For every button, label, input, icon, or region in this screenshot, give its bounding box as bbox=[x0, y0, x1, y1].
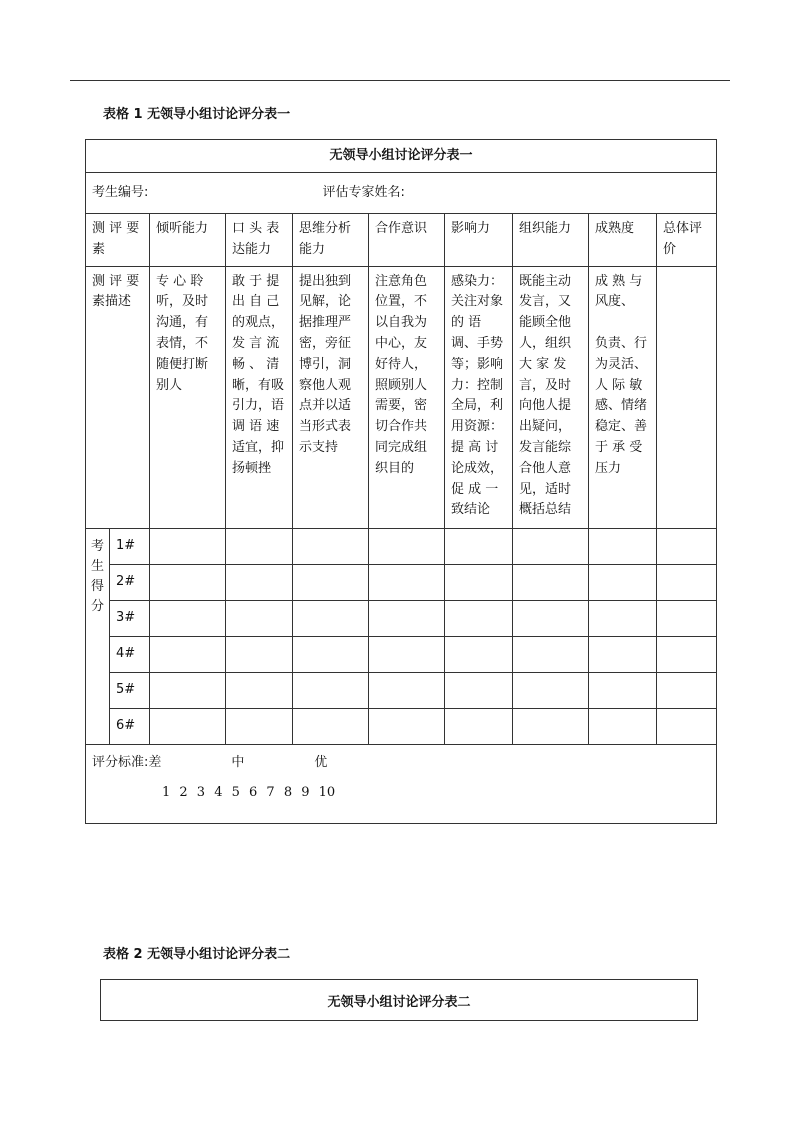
score-input-cell[interactable] bbox=[657, 528, 717, 564]
table1-caption: 表格 1 无领导小组讨论评分表一 bbox=[103, 107, 291, 122]
expert-name-label: 评估专家姓名: bbox=[322, 184, 405, 200]
score-input-cell[interactable] bbox=[369, 528, 445, 564]
examinee-id-cell: 4# bbox=[110, 636, 150, 672]
score-input-cell[interactable] bbox=[589, 528, 657, 564]
score-input-cell[interactable] bbox=[150, 600, 226, 636]
header-cell-criteria: 测 评 要素 bbox=[86, 214, 150, 267]
table2-caption: 表格 2 无领导小组讨论评分表二 bbox=[103, 947, 291, 962]
description-cell: 敢 于 提出 自 己的观点，发 言 流畅 、 清晰，有吸引力，语调 语 速适宜，抑扬顿挫 bbox=[226, 266, 293, 528]
score-input-cell[interactable] bbox=[445, 564, 513, 600]
score-label-char: 得 bbox=[90, 578, 104, 594]
scoring-standard-cell bbox=[86, 744, 717, 823]
score-input-cell[interactable] bbox=[589, 600, 657, 636]
score-input-cell[interactable] bbox=[293, 672, 369, 708]
header-cell: 倾听能力 bbox=[150, 214, 226, 267]
score-input-cell[interactable] bbox=[226, 564, 293, 600]
score-label-char: 生 bbox=[90, 558, 104, 574]
score-input-cell[interactable] bbox=[657, 600, 717, 636]
score-input-cell[interactable] bbox=[445, 672, 513, 708]
score-input-cell[interactable] bbox=[445, 708, 513, 744]
score-input-cell[interactable] bbox=[150, 528, 226, 564]
examinee-number-label: 考生编号: bbox=[92, 184, 149, 200]
score-input-cell[interactable] bbox=[226, 708, 293, 744]
score-input-cell[interactable] bbox=[226, 672, 293, 708]
description-cell: 成 熟 与风度、 负责、行为灵活、人 际 敏感、情绪稳定、善于 承 受压力 bbox=[589, 266, 657, 528]
score-input-cell[interactable] bbox=[369, 600, 445, 636]
desc-cell-criteria: 测 评 要素描述 bbox=[86, 266, 150, 528]
score-input-cell[interactable] bbox=[589, 708, 657, 744]
header-cell: 组织能力 bbox=[513, 214, 589, 267]
examinee-info-row bbox=[86, 173, 717, 214]
standard-label: 评分标准: bbox=[92, 754, 149, 770]
description-cell: 提出独到见解，论据推理严密，旁征博引，洞察他人观点并以适当形式表示支持 bbox=[293, 266, 369, 528]
score-input-cell[interactable] bbox=[226, 528, 293, 564]
score-input-cell[interactable] bbox=[445, 600, 513, 636]
header-cell: 总体评价 bbox=[657, 214, 717, 267]
score-input-cell[interactable] bbox=[150, 708, 226, 744]
score-input-cell[interactable] bbox=[445, 636, 513, 672]
examinee-id-cell: 5# bbox=[110, 672, 150, 708]
score-input-cell[interactable] bbox=[657, 672, 717, 708]
header-cell: 合作意识 bbox=[369, 214, 445, 267]
score-input-cell[interactable] bbox=[293, 564, 369, 600]
standard-poor: 差 bbox=[148, 754, 162, 770]
standard-scale: 1 2 3 4 5 6 7 8 9 10 bbox=[162, 785, 336, 801]
score-input-cell[interactable] bbox=[226, 636, 293, 672]
score-input-cell[interactable] bbox=[369, 672, 445, 708]
score-input-cell[interactable] bbox=[293, 528, 369, 564]
header-cell: 成熟度 bbox=[589, 214, 657, 267]
score-input-cell[interactable] bbox=[293, 636, 369, 672]
score-input-cell[interactable] bbox=[369, 708, 445, 744]
description-cell: 感染力：关注对象 的 语调、手势等；影响力：控制全局，利用资源：提 高 讨论成效，促 成 一致结论 bbox=[445, 266, 513, 528]
description-cell: 既能主动发言，又能顾全他人，组织大 家 发言，及时向他人提出疑问，发言能综合他人意见，适时概括总结 bbox=[513, 266, 589, 528]
score-input-cell[interactable] bbox=[513, 528, 589, 564]
header-cell: 影响力 bbox=[445, 214, 513, 267]
examinee-id-cell: 1# bbox=[110, 528, 150, 564]
score-input-cell[interactable] bbox=[445, 528, 513, 564]
description-cell: 专 心 聆听，及时沟通，有表情，不随便打断别人 bbox=[150, 266, 226, 528]
score-input-cell[interactable] bbox=[657, 708, 717, 744]
score-input-cell[interactable] bbox=[513, 672, 589, 708]
header-cell: 口 头 表达能力 bbox=[226, 214, 293, 267]
score-label-char: 考 bbox=[90, 538, 104, 554]
score-input-cell[interactable] bbox=[293, 600, 369, 636]
score-input-cell[interactable] bbox=[293, 708, 369, 744]
score-input-cell[interactable] bbox=[369, 636, 445, 672]
score-input-cell[interactable] bbox=[513, 708, 589, 744]
score-input-cell[interactable] bbox=[513, 564, 589, 600]
score-input-cell[interactable] bbox=[150, 636, 226, 672]
table1-title: 无领导小组讨论评分表一 bbox=[86, 140, 717, 173]
score-input-cell[interactable] bbox=[150, 672, 226, 708]
header-rule bbox=[70, 80, 730, 81]
standard-mid: 中 bbox=[231, 754, 245, 770]
score-input-cell[interactable] bbox=[589, 672, 657, 708]
score-input-cell[interactable] bbox=[513, 636, 589, 672]
score-input-cell[interactable] bbox=[369, 564, 445, 600]
examinee-id-cell: 3# bbox=[110, 600, 150, 636]
examinee-id-cell: 2# bbox=[110, 564, 150, 600]
score-input-cell[interactable] bbox=[150, 564, 226, 600]
examinee-id-cell: 6# bbox=[110, 708, 150, 744]
standard-good: 优 bbox=[314, 754, 328, 770]
score-input-cell[interactable] bbox=[589, 564, 657, 600]
evaluation-table-two-title: 无领导小组讨论评分表二 bbox=[100, 979, 698, 1021]
score-input-cell[interactable] bbox=[657, 564, 717, 600]
score-label-char: 分 bbox=[90, 599, 104, 615]
score-input-cell[interactable] bbox=[657, 636, 717, 672]
description-cell: 注意角色位置，不以自我为中心，友好待人，照顾别人需要，密切合作共同完成组织目的 bbox=[369, 266, 445, 528]
score-label-cell bbox=[86, 528, 110, 744]
evaluation-table-one bbox=[85, 139, 717, 824]
description-cell bbox=[657, 266, 717, 528]
header-cell: 思维分析能力 bbox=[293, 214, 369, 267]
score-input-cell[interactable] bbox=[589, 636, 657, 672]
score-input-cell[interactable] bbox=[226, 600, 293, 636]
score-input-cell[interactable] bbox=[513, 600, 589, 636]
